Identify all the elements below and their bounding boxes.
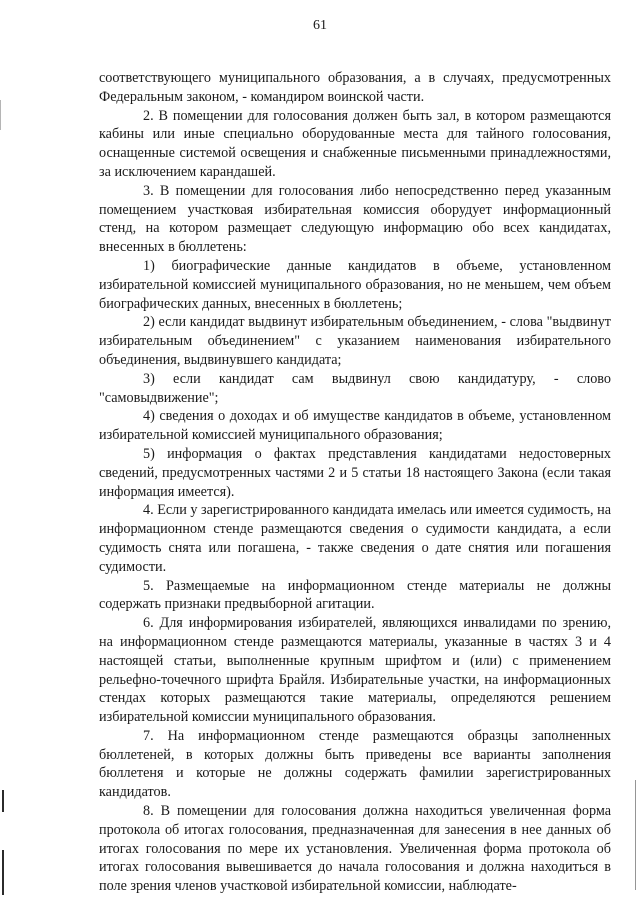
subparagraph-2: 2) если кандидат выдвинут избирательным объединением, - слова "выдвинут избирательным объединением" с указанием наименования избирательного объединения, выдвинувшего кандидата; bbox=[99, 314, 611, 368]
scan-edge-mark bbox=[2, 850, 4, 895]
paragraph-item-5: 5. Размещаемые на информационном стенде материалы не должны содержать признаки предвыборной агитации. bbox=[99, 577, 611, 613]
subparagraph-4: 4) сведения о доходах и об имуществе кандидатов в объеме, установленном избирательной комиссией муниципального образования; bbox=[99, 408, 611, 444]
subparagraph-3: 3) если кандидат сам выдвинул свою кандидатуру, - слово "самовыдвижение"; bbox=[99, 370, 611, 406]
subparagraph-1: 1) биографические данные кандидатов в объеме, установленном избирательной комиссией муниципального образования, но не меньшем, чем объем биографических данных, внесенных в бюллетень; bbox=[99, 257, 611, 312]
paragraph-continuation: соответствующего муниципального образования, а в случаях, предусмотренных Федеральным законом, - командиром воинской части. bbox=[99, 70, 611, 105]
paragraph-item-6: 6. Для информирования избирателей, являющихся инвалидами по зрению, на информационном стенде размещаются материалы, указанные в частях 3 и 4 настоящей статьи, выполненные крупным шрифтом и (или) с применением рельефно-точечного шрифта Брайля. Избирательные участки, на информационных стендах которых размещаются такие материалы, определяются решением избирательной комиссии муниципального образования. bbox=[99, 615, 611, 726]
paragraph-item-4: 4. Если у зарегистрированного кандидата имелась или имеется судимость, на информационном стенде размещаются сведения о судимости кандидата, а если судимость снята или погашена, - также сведения о дате снятия или погашения судимости. bbox=[99, 502, 611, 575]
scan-edge-mark bbox=[0, 100, 1, 130]
paragraph-item-8: 8. В помещении для голосования должна находиться увеличенная форма протокола об итогах голосования, предназначенная для занесения в нее данных об итогах голосования по мере их установления. Увеличенная форма протокола об итогах голосования вывешивается до начала голосования и должна находиться в поле зрения членов участковой избирательной комиссии, наблюдате- bbox=[99, 803, 611, 895]
subparagraph-5: 5) информация о фактах представления кандидатами недостоверных сведений, предусмотренных частями 2 и 5 статьи 18 настоящего Закона (если такая информация имеется). bbox=[99, 445, 611, 500]
page-number: 61 bbox=[313, 18, 327, 33]
paragraph-item-2: 2. В помещении для голосования должен быть зал, в котором размещаются кабины или иные специально оборудованные места для тайного голосования, оснащенные системой освещения и снабженные письменными принадлежностями, за исключением карандашей. bbox=[99, 107, 611, 180]
document-body bbox=[99, 69, 611, 896]
scan-edge-mark bbox=[635, 780, 636, 890]
paragraph-item-3: 3. В помещении для голосования либо непосредственно перед указанным помещением участковая избирательная комиссия оборудует информационный стенд, на котором размещает следующую информацию обо всех кандидатах, внесенных в бюллетень: bbox=[99, 182, 611, 256]
scan-edge-mark bbox=[2, 790, 4, 812]
paragraph-item-7: 7. На информационном стенде размещаются образцы заполненных бюллетеней, в которых должны быть приведены все варианты заполнения бюллетеня и которые не должны содержать фамилии зарегистрированных кандидатов. bbox=[99, 727, 611, 801]
